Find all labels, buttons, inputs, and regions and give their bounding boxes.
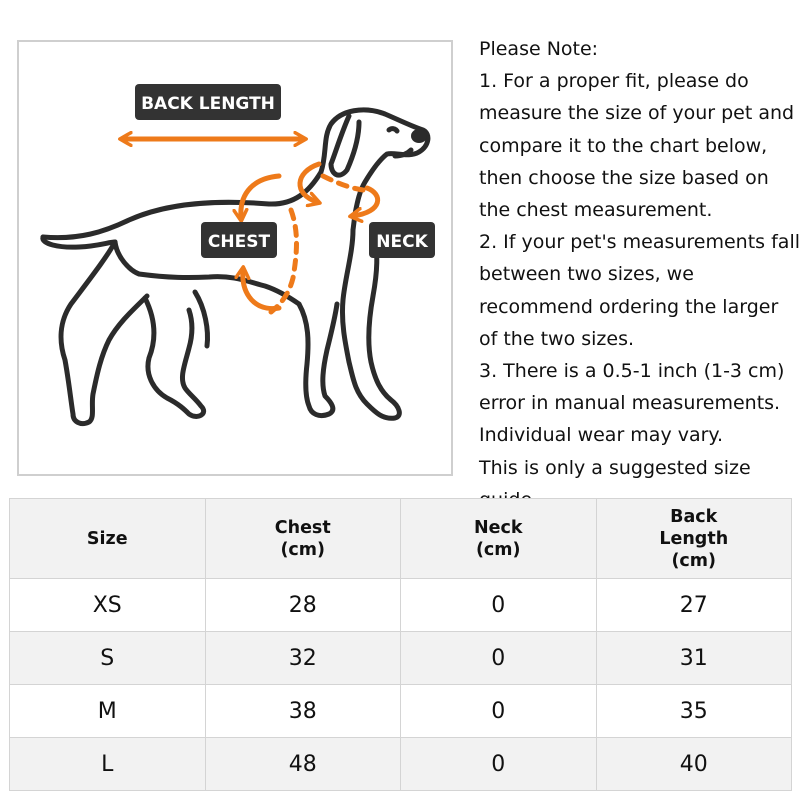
cell-neck: 0 [401, 579, 597, 632]
cell-chest: 28 [205, 579, 401, 632]
cell-neck: 0 [401, 685, 597, 738]
cell-size: S [10, 632, 206, 685]
size-note [479, 33, 800, 516]
table-row [10, 579, 792, 632]
cell-back-length: 40 [596, 738, 792, 791]
chest-arrow-top [241, 176, 279, 218]
svg-text:NECK: NECK [376, 232, 428, 252]
header-size: Size [10, 499, 206, 579]
note-heading: Please Note: [479, 38, 599, 60]
dog-silhouette [43, 110, 428, 424]
cell-back-length: 35 [596, 685, 792, 738]
cell-size: L [10, 738, 206, 791]
back-length-label [135, 84, 281, 120]
svg-text:BACK LENGTH: BACK LENGTH [141, 94, 275, 114]
cell-neck: 0 [401, 738, 597, 791]
note-item: 2. If your pet's measurements fall between two sizes, we recommend ordering the larger of the two sizes. [479, 231, 800, 350]
cell-back-length: 31 [596, 632, 792, 685]
header-neck: Neck (cm) [401, 499, 597, 579]
table-row [10, 685, 792, 738]
cell-neck: 0 [401, 632, 597, 685]
size-chart-table [9, 498, 792, 791]
table-header-row [10, 499, 792, 579]
cell-size: XS [10, 579, 206, 632]
dog-measurement-illustration [17, 40, 453, 476]
header-chest: Chest (cm) [205, 499, 401, 579]
cell-chest: 38 [205, 685, 401, 738]
cell-chest: 32 [205, 632, 401, 685]
note-item: 3. There is a 0.5-1 inch (1-3 cm) error in manual measurements. Individual wear may vary. [479, 360, 785, 447]
dog-diagram [19, 42, 451, 474]
table-row [10, 738, 792, 791]
svg-text:CHEST: CHEST [207, 232, 271, 252]
neck-measure-line [323, 176, 363, 190]
table-row [10, 632, 792, 685]
cell-size: M [10, 685, 206, 738]
cell-chest: 48 [205, 738, 401, 791]
note-item: This is only a suggested size [479, 456, 751, 479]
chest-label [201, 222, 277, 258]
note-item: 1. For a proper fit, please do measure the size of your pet and compare it to the chart below, then choose the size based on the chest measurement. [479, 70, 795, 222]
neck-label [369, 222, 435, 258]
cell-back-length: 27 [596, 579, 792, 632]
header-back-length: Back Length (cm) [596, 499, 792, 579]
